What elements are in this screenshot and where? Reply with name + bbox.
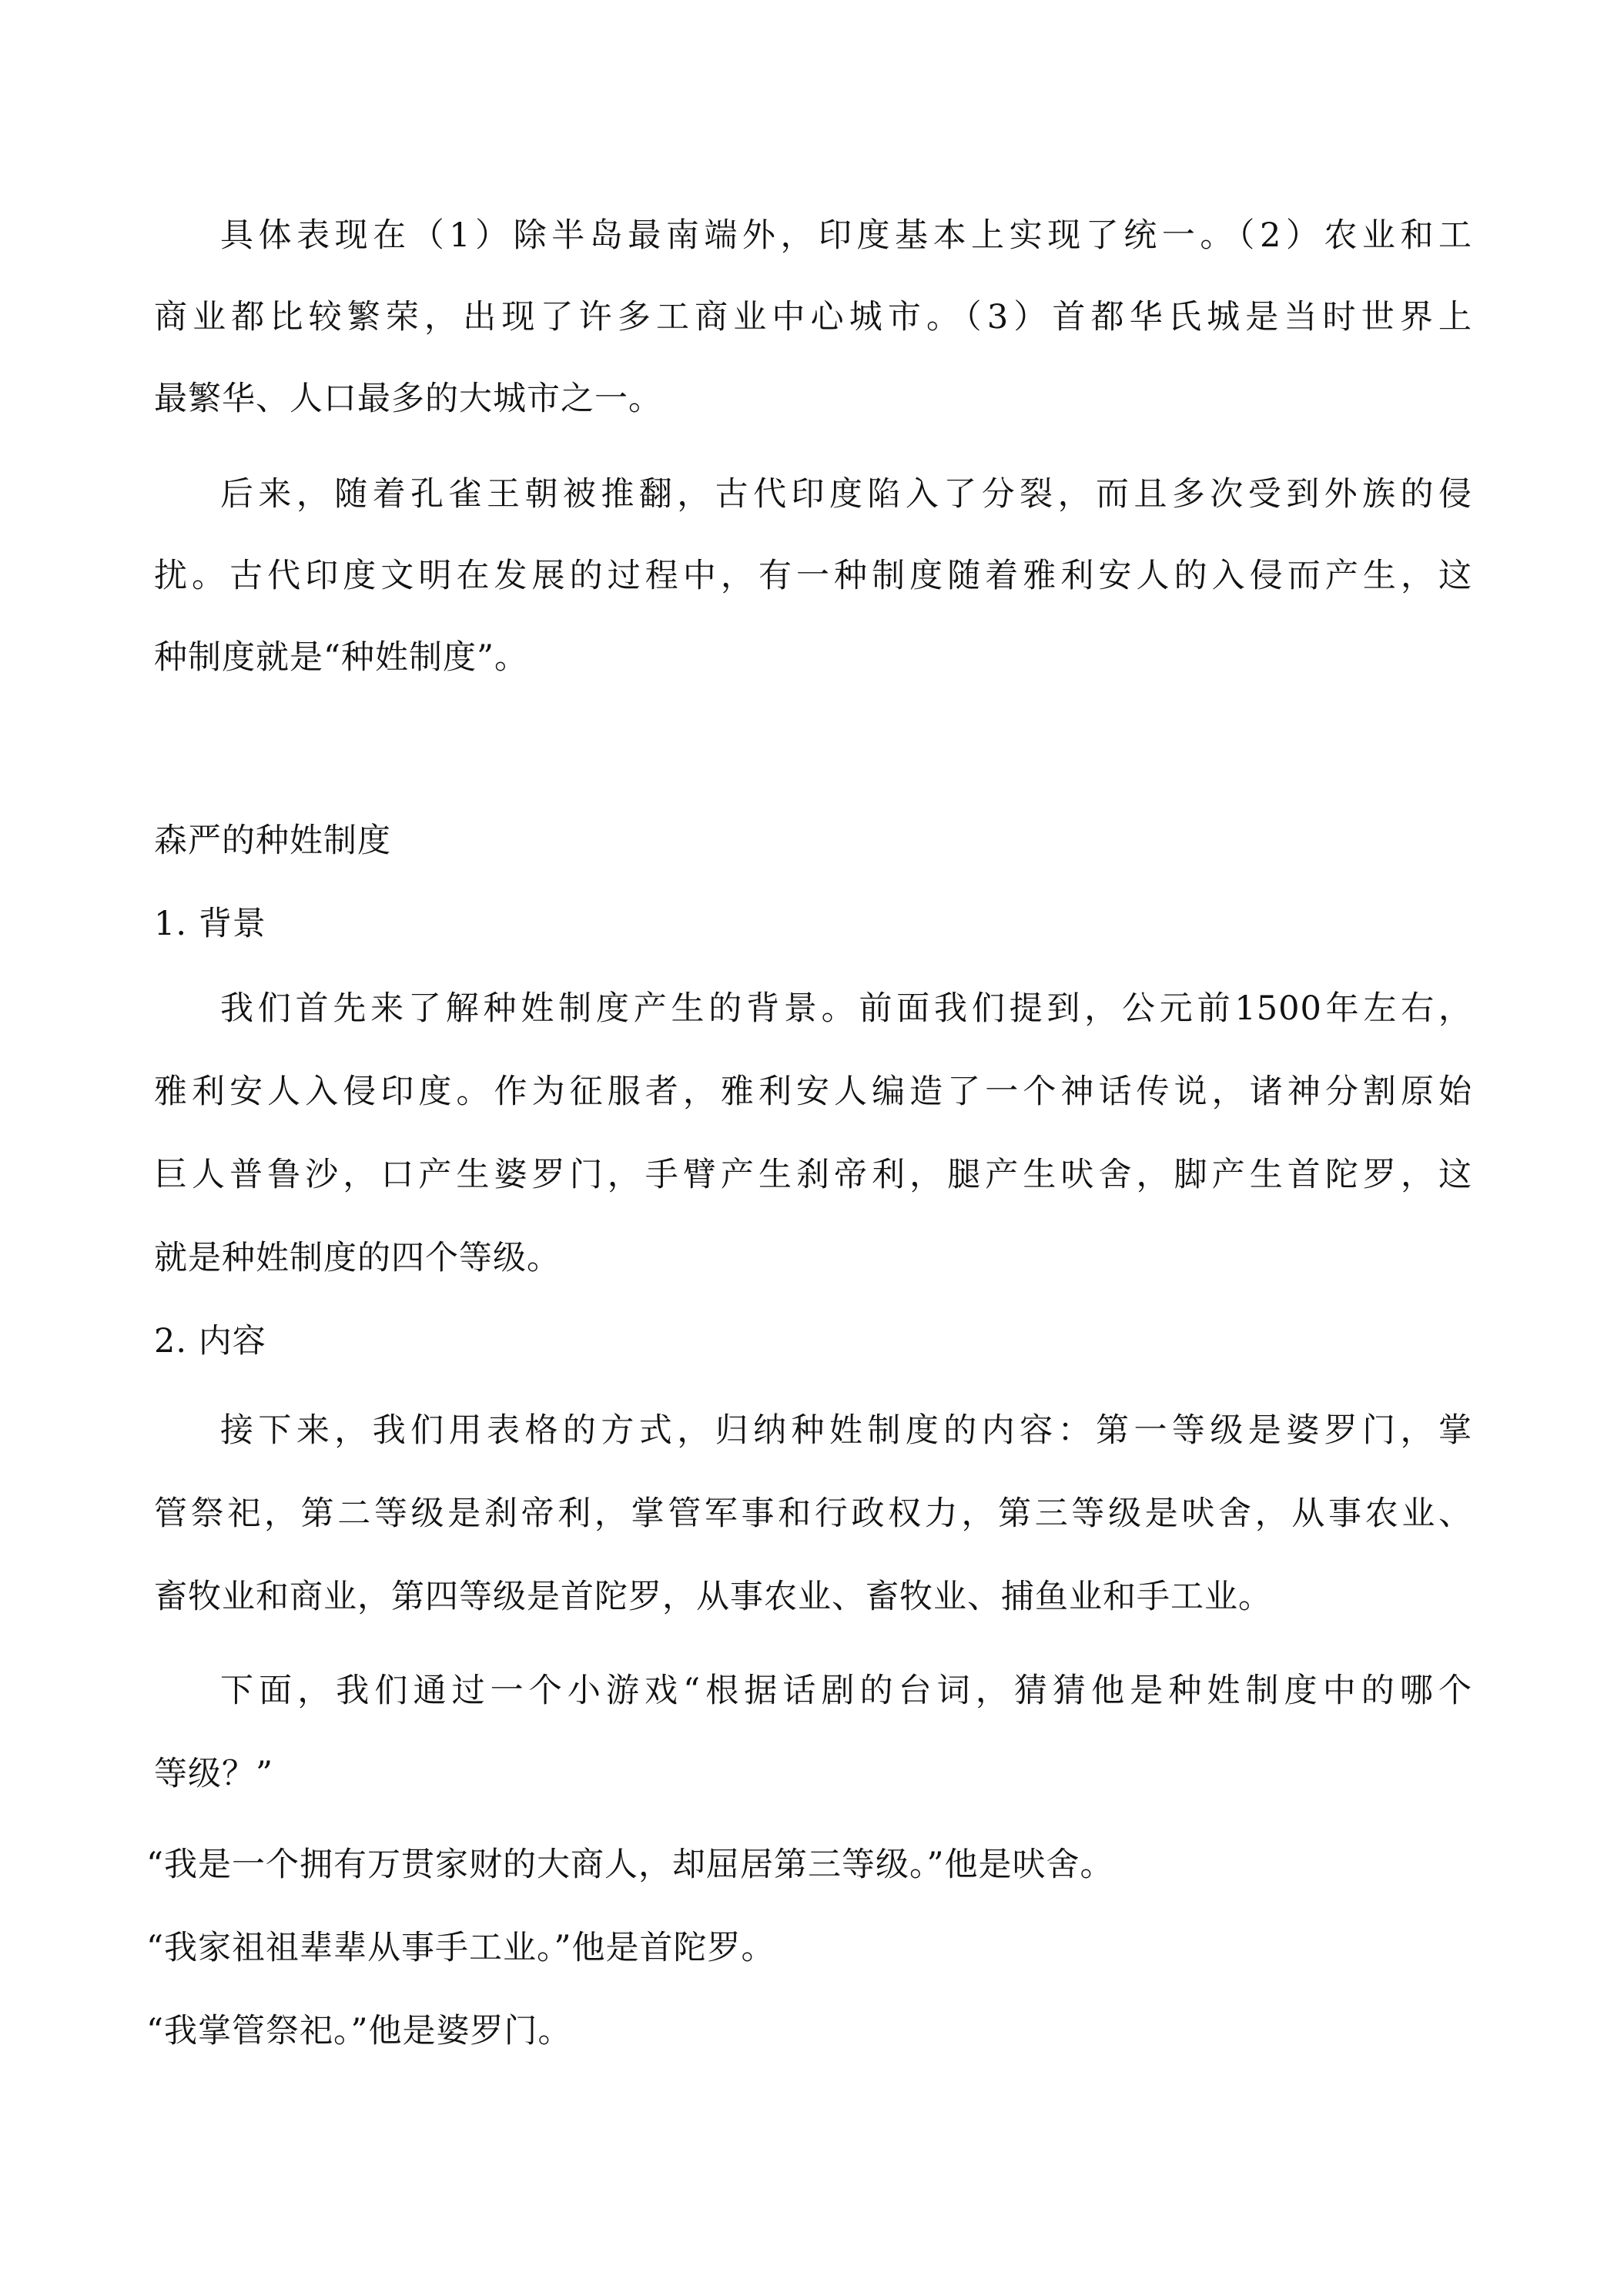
heading-background: 1. 背景 (154, 905, 266, 943)
paragraph-line: 畜牧业和商业，第四等级是首陀罗，从事农业、畜牧业、捕鱼业和手工业。 (154, 1578, 1272, 1616)
paragraph-line: 巨人普鲁沙，口产生婆罗门，手臂产生刹帝利，腿产生吠舍，脚产生首陀罗，这 (154, 1156, 1472, 1194)
quote-line: “我家祖祖辈辈从事手工业。”他是首陀罗。 (146, 1929, 775, 1967)
paragraph-line: 等级？” (154, 1755, 273, 1793)
heading-content: 2. 内容 (154, 1322, 266, 1361)
paragraph-line: 扰。古代印度文明在发展的过程中，有一种制度随着雅利安人的入侵而产生，这 (154, 557, 1472, 595)
quote-line: “我掌管祭祀。”他是婆罗门。 (146, 2012, 572, 2050)
paragraph-line: 我们首先来了解种姓制度产生的背景。前面我们提到，公元前1500年左右， (220, 989, 1472, 1028)
paragraph-line: 雅利安人入侵印度。作为征服者，雅利安人编造了一个神话传说，诸神分割原始 (154, 1073, 1472, 1111)
paragraph-line: 就是种姓制度的四个等级。 (154, 1239, 561, 1277)
paragraph-line: 接下来，我们用表格的方式，归纳种姓制度的内容：第一等级是婆罗门，掌 (220, 1411, 1472, 1450)
paragraph-line: 商业都比较繁荣，出现了许多工商业中心城市。（3）首都华氏城是当时世界上 (154, 298, 1472, 336)
paragraph-line: 种制度就是“种姓制度”。 (154, 638, 528, 677)
section-title: 森严的种姓制度 (154, 822, 391, 860)
paragraph-line: 下面，我们通过一个小游戏“根据话剧的台词，猜猜他是种姓制度中的哪个 (220, 1672, 1472, 1710)
paragraph-line: 后来，随着孔雀王朝被推翻，古代印度陷入了分裂，而且多次受到外族的侵 (220, 475, 1472, 514)
quote-line: “我是一个拥有万贯家财的大商人，却屈居第三等级。”他是吠舍。 (146, 1846, 1114, 1884)
paragraph-line: 具体表现在（1）除半岛最南端外，印度基本上实现了统一。（2）农业和工 (220, 216, 1472, 255)
paragraph-line: 管祭祀，第二等级是刹帝利，掌管军事和行政权力，第三等级是吠舍，从事农业、 (154, 1494, 1472, 1533)
paragraph-line: 最繁华、人口最多的大城市之一。 (154, 380, 662, 418)
